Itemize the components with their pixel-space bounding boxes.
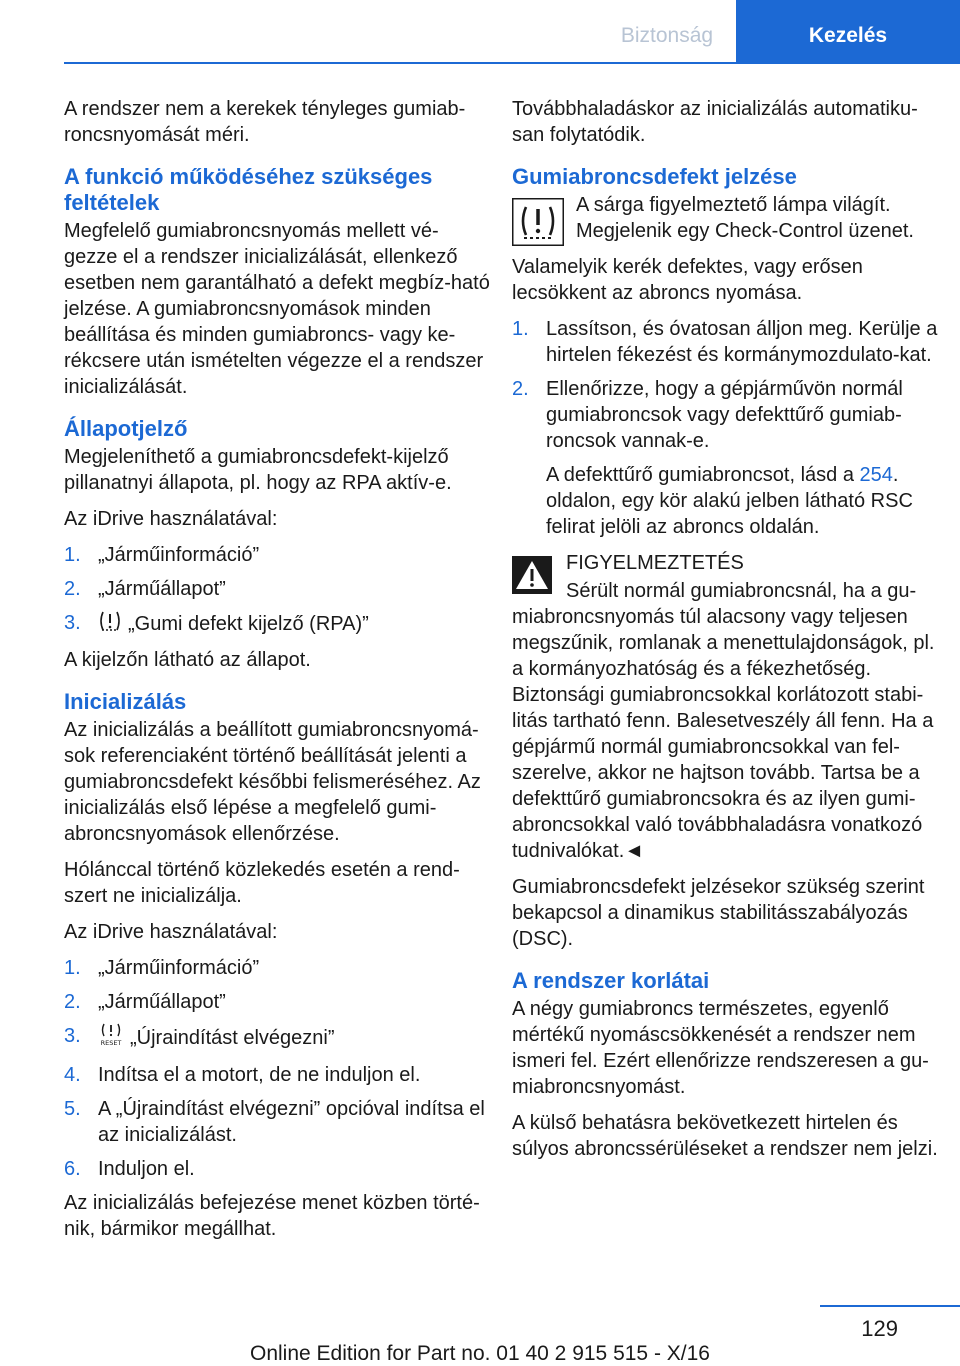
- heading-defekt-jelzes: Gumiabroncsdefekt jelzése: [512, 164, 797, 189]
- korlat-text-2: A külső behatásra bekövetkezett hirtelen és súlyos abroncssérüléseket a rendszer nem jelzi.: [512, 1112, 938, 1160]
- list-item: 1. „Járműinformáció”: [64, 544, 260, 566]
- list-item: 2. Ellenőrizze, hogy a gépjárművön normál gumiabroncsok vagy defekttűrő gumiab-roncsok vannak-e.: [512, 378, 903, 452]
- heading-korlatai: A rendszer korlátai: [512, 968, 710, 993]
- init-steps: [64, 955, 490, 1182]
- kijelzo-text: A kijelzőn látható az állapot.: [64, 649, 311, 671]
- sarga-lampa-text: A sárga figyelmeztető lámpa világít. Megjelenik egy Check-Control üzenet.: [576, 194, 914, 242]
- warning-title: FIGYELMEZTETÉS: [566, 552, 744, 574]
- dsc-text: Gumiabroncsdefekt jelzésekor szükség szerint bekapcsol a dinamikus stabilitásszabályozás (DSC).: [512, 876, 925, 950]
- heading-inicializalas: Inicializálás: [64, 689, 187, 714]
- allapot-text: Megjeleníthető a gumiabroncsdefekt-kijelző pillanatnyi állapota, pl. hogy az RPA aktív-e.: [64, 446, 452, 494]
- warning-text: Sérült normál gumiabroncsnál, ha a gu-miabroncsnyomás túl alacsony vagy teljesen megszűnik, romlanak a menettulajdonságok, pl. a kormányozhatóság és a fékezhetőség. Biztonsági gumiabroncsokkal korlátozott stabi-litás tartható fenn. Balesetveszély áll fenn. Ha a gépjármű normál gumiabroncsokkal van fel-szerelve, akkor ne hajtson tovább. Tartsa be a defekttűrő gumiabroncsokra és az ilyen gumi-abroncsokkal való továbbhaladásra vonatkozó tudnivalókat.◄: [512, 580, 935, 862]
- funkcio-text: Megfelelő gumiabroncsnyomás mellett vé-gezze el a rendszer inicializálását, ellenkező esetben nem garantálható a defekt megbíz-ható jelzése. A gumiabroncsnyomások minden beállítása és minden gumiabroncs- vagy ke-rékcsere után ismételten végezze el a rendszer inicializálását.: [64, 220, 490, 398]
- tab-kezeles[interactable]: Kezelés: [736, 0, 960, 62]
- page-header: [64, 0, 960, 64]
- tab-biztonsag[interactable]: Biztonság: [620, 24, 714, 47]
- init-text-2: Hólánccal történő közlekedés esetén a rend-szert ne inicializálja.: [64, 859, 460, 907]
- heading-funkcio: A funkció működéséhez szükséges feltételek: [64, 164, 433, 215]
- tovabbhaladas-text: Továbbhaladáskor az inicializálás automatiku-san folytatódik.: [512, 98, 918, 146]
- footer-rule: [820, 1305, 960, 1307]
- allapot-steps: [64, 542, 490, 639]
- idrive-label-2: Az iDrive használatával:: [64, 921, 278, 943]
- tire-reset-icon: [98, 1023, 124, 1054]
- list-item: 1. „Járműinformáció”: [64, 957, 260, 979]
- list-item: 1. Lassítson, és óvatosan álljon meg. Kerülje a hirtelen fékezést és kormánymozdulato-kat.: [512, 318, 938, 366]
- list-item: 4. Indítsa el a motort, de ne induljon el.: [64, 1064, 421, 1086]
- page-link-254[interactable]: 254: [859, 464, 893, 486]
- page-number: 129: [861, 1316, 898, 1341]
- list-item: 3. RESET „Újraindítást elvégezni”: [64, 1023, 490, 1054]
- list-item: 2. „Járműállapot”: [64, 991, 226, 1013]
- defekttuero-note: A defekttűrő gumiabroncsot, lásd a 254. oldalon, egy kör alakú jelben látható RSC felirat jelöli az abroncs oldalán.: [546, 464, 913, 538]
- list-item: 3. „Gumi defekt kijelző (RPA)”: [64, 610, 490, 639]
- intro-text: A rendszer nem a kerekek tényleges gumiab-roncsnyomását méri.: [64, 98, 466, 146]
- svg-text:RESET: RESET: [100, 1039, 122, 1047]
- list-item: 6. Induljon el.: [64, 1158, 195, 1180]
- valamelyik-text: Valamelyik kerék defektes, vagy erősen lecsökkent az abroncs nyomása.: [512, 256, 863, 304]
- tire-warning-icon: [512, 198, 564, 246]
- tire-warning-icon: [98, 610, 122, 639]
- init-text-1: Az inicializálás a beállított gumiabroncsnyomá-sok referenciaként történő beállítását jelenti a gumiabroncsdefekt későbbi felismeréséhez. Az inicializálás első lépése a megfelelő gumi-abroncsnyomások ellenőrzése.: [64, 719, 481, 845]
- defekt-steps: [512, 316, 942, 454]
- heading-allapotjelzo: Állapotjelző: [64, 416, 188, 441]
- idrive-label-1: Az iDrive használatával:: [64, 508, 278, 530]
- korlat-text-1: A négy gumiabroncs természetes, egyenlő mértékű nyomáscsökkenését a rendszer nem ismeri fel. Ezért ellenőrizze rendszeresen a gu-miabroncsnyomást.: [512, 998, 929, 1098]
- left-column: [64, 96, 490, 1252]
- init-end-text: Az inicializálás befejezése menet közben törté-nik, bármikor megállhat.: [64, 1192, 480, 1240]
- list-item: 2. „Járműállapot”: [64, 578, 226, 600]
- warning-triangle-icon: [512, 556, 552, 594]
- list-item: 5. A „Újraindítást elvégezni” opcióval indítsa el az inicializálást.: [64, 1098, 485, 1146]
- right-column: [512, 96, 942, 1172]
- edition-footer: Online Edition for Part no. 01 40 2 915 515 - X/16: [250, 1342, 710, 1365]
